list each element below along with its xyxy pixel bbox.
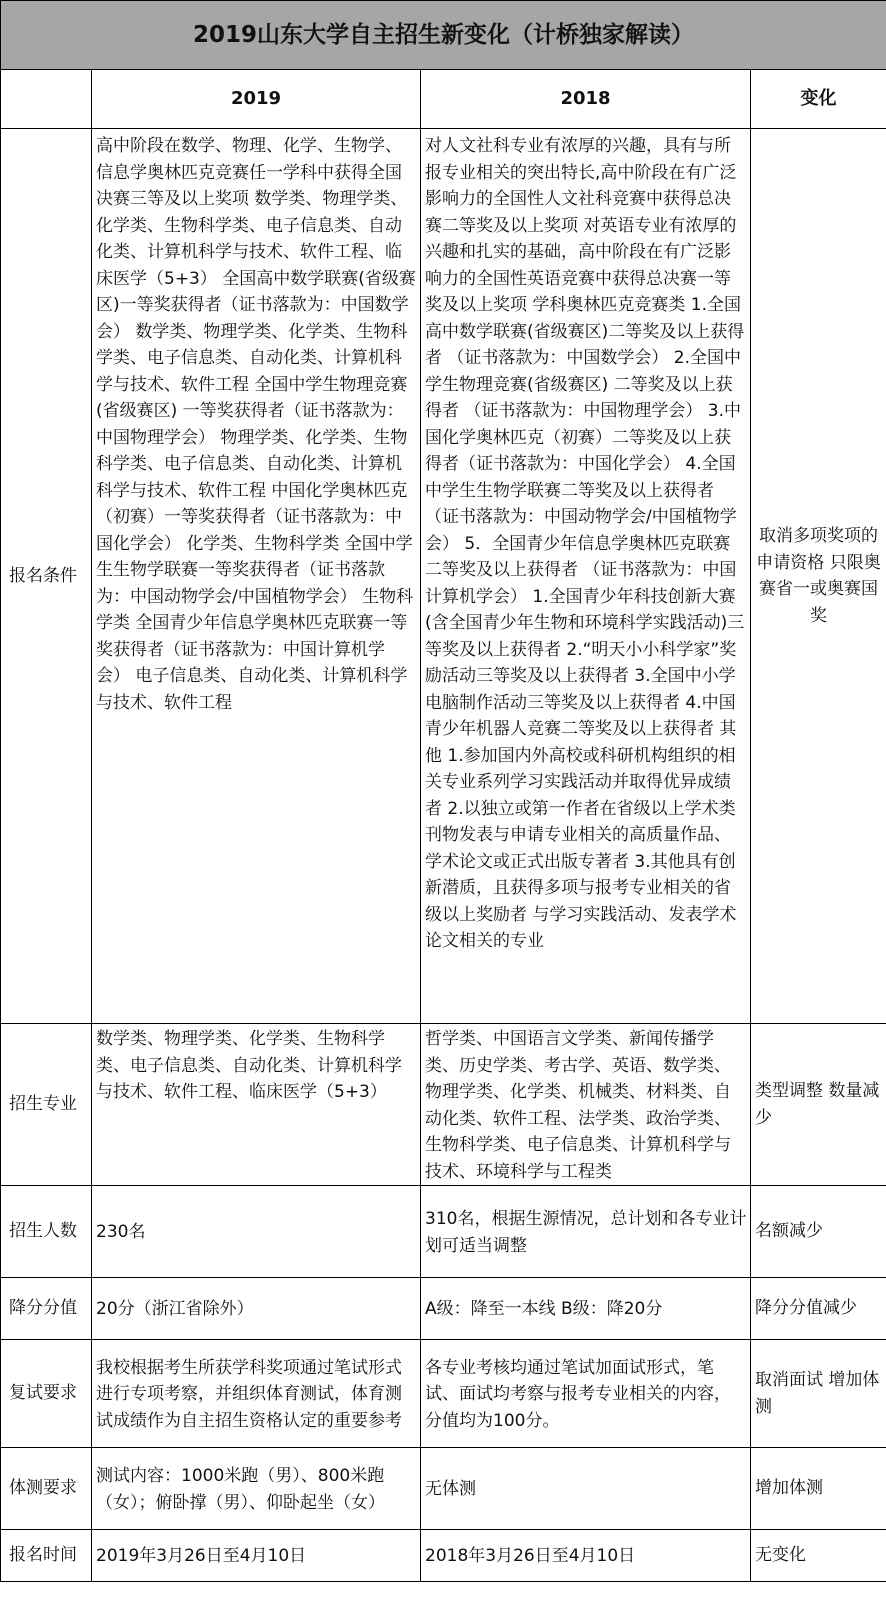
cell-2019: 230名 <box>92 1186 421 1278</box>
table-row <box>1 1530 886 1582</box>
cell-2019: 2019年3月26日至4月10日 <box>92 1530 421 1582</box>
cell-2018: 各专业考核均通过笔试加面试形式，笔试、面试均考察与报考专业相关的内容，分值均为100分。 <box>421 1340 751 1448</box>
header-empty <box>1 70 92 129</box>
cell-change: 取消多项奖项的申请资格 只限奥赛省一或奥赛国奖 <box>751 129 886 1024</box>
cell-2018: 对人文社科专业有浓厚的兴趣，具有与所报专业相关的突出特长,高中阶段在有广泛影响力的全国性人文社科竞赛中获得总决赛二等奖及以上奖项 对英语专业有浓厚的兴趣和扎实的基础，高中阶段在有广泛影响力的全国性英语竞赛中获得总决赛一等奖及以上奖项 学科奥林匹克竞赛类 1.全国高中数学联赛(省级赛区)二等奖及以上获得者 （证书落款为：中国数学会） 2.全国中学生物理竞赛(省级赛区) 二等奖及以上获得者 （证书落款为：中国物理学会） 3.中国化学奥林匹克（初赛）二等奖及以上获得者（证书落款为：中国化学会） 4.全国中学生生物学联赛二等奖及以上获得者 （证书落款为：中国动物学会/中国植物学会） 5．全国青少年信息学奥林匹克联赛二等奖及以上获得者 （证书落款为：中国计算机学会） 1.全国青少年科技创新大赛(含全国青少年生物和环境科学实践活动)三等奖及以上获得者 2.“明天小小科学家”奖励活动三等奖及以上获得者 3.全国中小学电脑制作活动三等奖及以上获得者 4.中国青少年机器人竞赛二等奖及以上获得者 其他 1.参加国内外高校或科研机构组织的相关专业系列学习实践活动并取得优异成绩者 2.以独立或第一作者在省级以上学术类刊物发表与申请专业相关的高质量作品、学术论文或正式出版专著者 3.其他具有创新潜质，且获得多项与报考专业相关的省级以上奖励者 与学习实践活动、发表学术论文相关的专业 <box>421 129 751 1024</box>
cell-change: 增加体测 <box>751 1448 886 1530</box>
cell-change: 降分分值减少 <box>751 1278 886 1340</box>
table-row <box>1 1448 886 1530</box>
cell-2019: 高中阶段在数学、物理、化学、生物学、信息学奥林匹克竞赛任一学科中获得全国决赛三等及以上奖项 数学类、物理学类、化学类、生物科学类、电子信息类、自动化类、计算机科学与技术、软件工程、临床医学（5+3） 全国高中数学联赛(省级赛区)一等奖获得者（证书落款为：中国数学会） 数学类、物理学类、化学类、生物科学类、电子信息类、自动化类、计算机科学与技术、软件工程 全国中学生物理竞赛(省级赛区) 一等奖获得者（证书落款为：中国物理学会） 物理学类、化学类、生物科学类、电子信息类、自动化类、计算机科学与技术、软件工程 中国化学奥林匹克（初赛）一等奖获得者（证书落款为：中国化学会） 化学类、生物科学类 全国中学生生物学联赛一等奖获得者（证书落款为：中国动物学会/中国植物学会） 生物科学类 全国青少年信息学奥林匹克联赛一等奖获得者（证书落款为：中国计算机学会） 电子信息类、自动化类、计算机科学与技术、软件工程 <box>92 129 421 1024</box>
cell-change: 名额减少 <box>751 1186 886 1278</box>
header-2018: 2018 <box>421 70 751 129</box>
cell-2019: 我校根据考生所获学科奖项通过笔试形式进行专项考察，并组织体育测试，体育测试成绩作为自主招生资格认定的重要参考 <box>92 1340 421 1448</box>
row-label: 降分分值 <box>1 1278 92 1340</box>
row-label: 招生人数 <box>1 1186 92 1278</box>
table-row <box>1 1340 886 1448</box>
cell-2019: 数学类、物理学类、化学类、生物科学类、电子信息类、自动化类、计算机科学与技术、软件工程、临床医学（5+3） <box>92 1024 421 1186</box>
cell-change: 类型调整 数量减少 <box>751 1024 886 1186</box>
row-label: 招生专业 <box>1 1024 92 1186</box>
header-2019: 2019 <box>92 70 421 129</box>
table-row <box>1 1024 886 1186</box>
cell-change: 取消面试 增加体测 <box>751 1340 886 1448</box>
cell-2018: 2018年3月26日至4月10日 <box>421 1530 751 1582</box>
cell-2018: 无体测 <box>421 1448 751 1530</box>
row-label: 体测要求 <box>1 1448 92 1530</box>
row-label: 报名时间 <box>1 1530 92 1582</box>
table-row <box>1 1186 886 1278</box>
cell-2018: 310名，根据生源情况，总计划和各专业计划可适当调整 <box>421 1186 751 1278</box>
table-row <box>1 1278 886 1340</box>
title-row <box>1 1 886 70</box>
page-title: 2019山东大学自主招生新变化（计桥独家解读） <box>1 1 886 70</box>
cell-2018: 哲学类、中国语言文学类、新闻传播学类、历史学类、考古学、英语、数学类、物理学类、化学类、机械类、材料类、自动化类、软件工程、法学类、政治学类、生物科学类、电子信息类、计算机科学与技术、环境科学与工程类 <box>421 1024 751 1186</box>
header-change: 变化 <box>751 70 886 129</box>
cell-change: 无变化 <box>751 1530 886 1582</box>
row-label: 报名条件 <box>1 129 92 1024</box>
table-row <box>1 129 886 1024</box>
cell-2019: 测试内容：1000米跑（男）、800米跑（女）；俯卧撑（男）、仰卧起坐（女） <box>92 1448 421 1530</box>
header-row <box>1 70 886 129</box>
row-label: 复试要求 <box>1 1340 92 1448</box>
cell-2018: A级：降至一本线 B级：降20分 <box>421 1278 751 1340</box>
cell-2019: 20分（浙江省除外） <box>92 1278 421 1340</box>
